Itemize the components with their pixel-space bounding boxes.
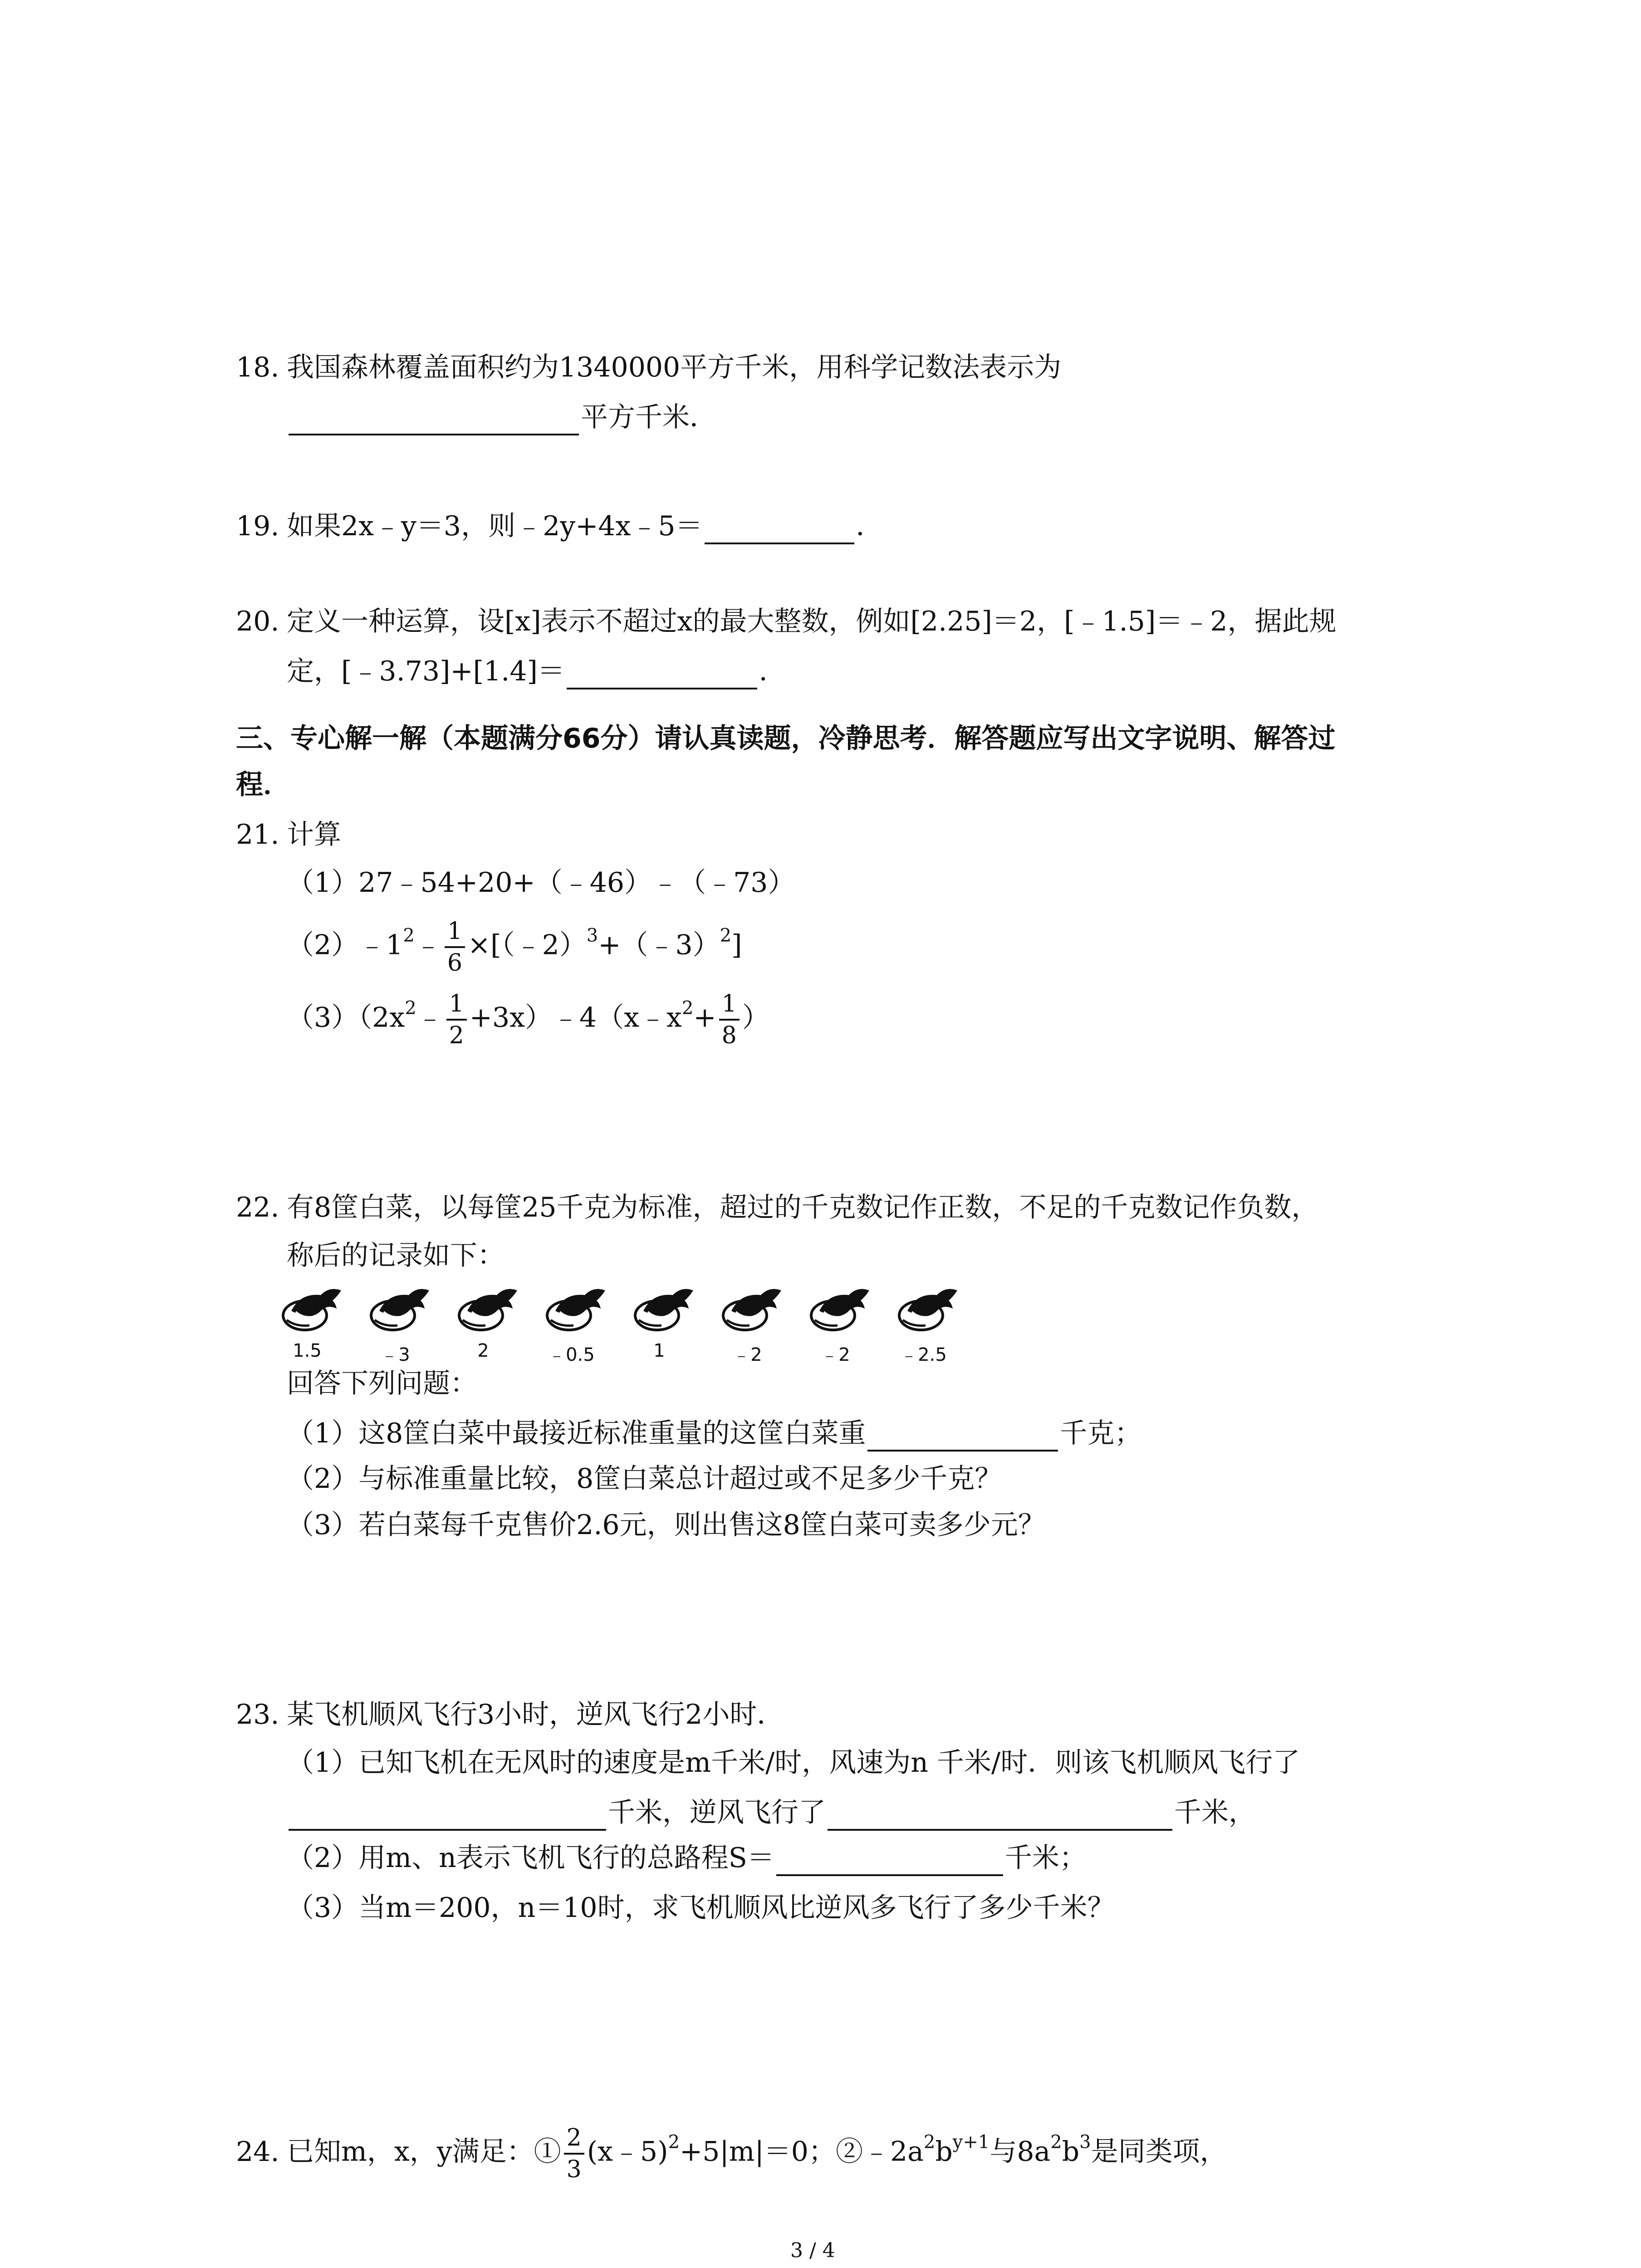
question-text: 千米；	[1004, 1842, 1087, 1874]
cabbage-icon	[718, 1284, 786, 1334]
exponent: 2	[405, 997, 416, 1019]
denominator: 2	[449, 1022, 464, 1049]
q19-line	[236, 508, 883, 544]
numerator: 1	[446, 989, 467, 1021]
question-text: （1）这8筐白菜中最接近标准重量的这筐白菜重	[287, 1418, 866, 1449]
exponent: 2	[1050, 2131, 1062, 2153]
q23-part2	[287, 1840, 1087, 1876]
page-number: 3 / 4	[790, 2239, 835, 2262]
question-text: 千米，逆风飞行了	[608, 1797, 826, 1828]
expr: （2）﹣1	[287, 929, 403, 961]
q21-part1: （1）27﹣54+20+（﹣46）﹣（﹣73）	[287, 867, 795, 899]
question-text: 已知m，x，y满足：①	[287, 2136, 561, 2168]
cabbage-record-label: ﹣3	[380, 1344, 410, 1365]
cabbage-icon	[454, 1284, 522, 1334]
answer-blank[interactable]	[776, 1845, 1003, 1876]
q24-line1	[236, 2123, 1227, 2185]
cabbage-icon	[542, 1284, 610, 1334]
answer-blank-tailwind[interactable]	[289, 1800, 606, 1831]
expr: +5|m|＝0；②﹣2a	[680, 2136, 924, 2168]
q21-title	[236, 816, 341, 853]
numerator: 1	[445, 916, 465, 948]
q23-part3: （3）当m＝200，n＝10时，求飞机顺风比逆风多飞行了多少千米？	[287, 1892, 1115, 1924]
question-number: 21.	[236, 819, 279, 850]
q20-line1	[236, 603, 1337, 640]
question-number: 22.	[236, 1192, 279, 1223]
exponent: 2	[403, 925, 415, 946]
punctuation: ．	[856, 510, 883, 542]
question-text: 我国森林覆盖面积约为1340000平方千米，用科学记数法表示为	[287, 352, 1062, 383]
numerator: 2	[564, 2123, 584, 2155]
answer-blank[interactable]	[867, 1421, 1058, 1452]
q22-part2: （2）与标准重量比较，8筐白菜总计超过或不足多少千克？	[287, 1463, 1002, 1495]
question-text: 千克；	[1060, 1418, 1142, 1449]
expr: ×[（﹣2）	[467, 929, 587, 961]
q21-part2	[287, 916, 742, 978]
question-text: 某飞机顺风飞行3小时，逆风飞行2小时．	[287, 1699, 784, 1730]
q23-part1: （1）已知飞机在无风时的速度是m千米/时，风速为n 千米/时．则该飞机顺风飞行了	[287, 1747, 1300, 1779]
section-heading: 三、专心解一解（本题满分66分）请认真读题，冷静思考．解答题应写出文字说明、解答过	[236, 723, 1336, 754]
cabbage-icon	[630, 1284, 698, 1334]
q22-line1	[236, 1189, 1319, 1226]
section-heading-cont: 程．	[236, 769, 290, 801]
denominator: 3	[566, 2156, 582, 2183]
expr: +（﹣3）	[598, 929, 720, 961]
q22-part1	[287, 1415, 1141, 1452]
expr: 与8a	[989, 2136, 1051, 2168]
cabbage-record-label: ﹣2	[820, 1344, 850, 1365]
question-text: 平方千米．	[581, 401, 717, 433]
q22-line2: 称后的记录如下：	[287, 1240, 505, 1271]
expr: +	[693, 1002, 716, 1034]
expr: ﹣	[416, 1002, 444, 1034]
exponent: 2	[720, 925, 732, 946]
q22-part3: （3）若白菜每千克售价2.6元，则出售这8筐白菜可卖多少元？	[287, 1509, 1045, 1541]
cabbage-record-label: ﹣2.5	[900, 1344, 947, 1365]
expr: (x﹣5)	[587, 2136, 668, 2168]
exponent: 2	[923, 2131, 936, 2153]
answer-blank[interactable]	[289, 405, 579, 435]
fraction	[719, 989, 740, 1051]
question-text: 如果2x﹣y＝3，则﹣2y+4x﹣5＝	[287, 510, 703, 542]
numerator: 1	[719, 989, 740, 1021]
answer-blank-headwind[interactable]	[828, 1800, 1172, 1831]
q22-answer-prompt: 回答下列问题：	[287, 1368, 477, 1399]
exponent: 2	[681, 997, 694, 1019]
q21-part3	[287, 989, 769, 1051]
expr: （3）（2x	[287, 1002, 405, 1034]
cabbage-record-label: 1.5	[293, 1340, 322, 1361]
question-number: 18.	[236, 352, 279, 383]
expr: ]	[731, 929, 742, 961]
cabbage-icon	[366, 1284, 434, 1334]
cabbage-record-label: ﹣0.5	[548, 1344, 595, 1365]
q18-line1	[236, 349, 1061, 386]
question-text: 是同类项，	[1091, 2136, 1227, 2168]
q23-part1-cont	[287, 1794, 1256, 1831]
q18-line2	[287, 399, 717, 435]
fraction	[564, 2123, 584, 2185]
expr: ﹣	[414, 929, 442, 961]
exponent: y+1	[952, 2131, 990, 2153]
cabbage-icon	[806, 1284, 874, 1334]
answer-blank[interactable]	[705, 513, 854, 544]
question-text: （2）用m、n表示飞机飞行的总路程S＝	[287, 1842, 774, 1874]
denominator: 8	[721, 1022, 737, 1049]
denominator: 6	[447, 949, 462, 977]
expr: b	[1062, 2136, 1080, 2168]
cabbage-record-label: 2	[477, 1340, 489, 1361]
answer-blank[interactable]	[567, 659, 757, 689]
question-number: 20.	[236, 606, 279, 637]
question-text: 定义一种运算，设[x]表示不超过x的最大整数，例如[2.25]＝2，[﹣1.5]＝﹣2，据此规	[287, 606, 1337, 637]
question-text: 计算	[287, 819, 341, 850]
exponent: 3	[586, 925, 598, 946]
cabbage-record-label: ﹣2	[732, 1344, 762, 1365]
question-number: 19.	[236, 510, 279, 542]
cabbage-record-label: 1	[653, 1340, 665, 1361]
cabbage-icon	[894, 1284, 962, 1334]
exponent: 2	[668, 2131, 680, 2153]
q23-line1	[236, 1696, 784, 1733]
expr: +3x）﹣4（x﹣x	[469, 1002, 682, 1034]
expr: b	[935, 2136, 953, 2168]
exponent: 3	[1079, 2131, 1091, 2153]
question-number: 24.	[236, 2136, 279, 2168]
expr: ）	[742, 1002, 769, 1034]
cabbage-icon	[278, 1284, 346, 1334]
question-text: 有8筐白菜，以每筐25千克为标准，超过的千克数记作正数，不足的千克数记作负数，	[287, 1192, 1319, 1223]
fraction	[446, 989, 467, 1051]
fraction	[445, 916, 465, 978]
q20-line2	[287, 653, 786, 689]
question-text: 千米，	[1174, 1797, 1256, 1828]
punctuation: ．	[759, 655, 786, 687]
question-text: 定，[﹣3.73]+[1.4]＝	[287, 655, 565, 687]
question-number: 23.	[236, 1699, 279, 1730]
